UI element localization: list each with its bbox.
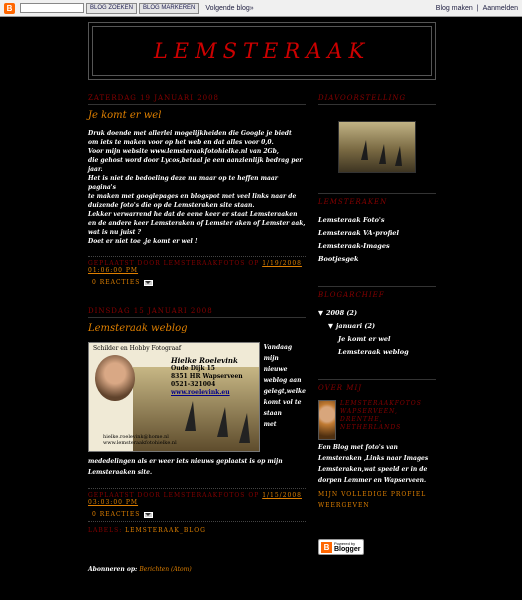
blog-title[interactable]: LEMSTERAAK bbox=[153, 39, 371, 63]
blog-header-inner bbox=[92, 26, 432, 76]
about-title: OVER MIJ bbox=[318, 384, 363, 392]
blogger-logo-icon[interactable]: B bbox=[4, 3, 15, 14]
expand-triangle-icon[interactable]: ▼ bbox=[328, 322, 333, 330]
comments-link[interactable]: 0 REACTIES bbox=[92, 511, 141, 518]
card-contact bbox=[171, 357, 243, 397]
archive-section bbox=[318, 286, 436, 359]
card-phone: 0521-321004 bbox=[171, 381, 216, 388]
email-post-icon[interactable] bbox=[144, 512, 153, 518]
comments-link[interactable]: 0 REACTIES bbox=[92, 279, 141, 286]
create-blog-link[interactable]: Blog maken bbox=[435, 4, 473, 12]
boat-shape bbox=[217, 407, 228, 437]
archive-title: BLOGARCHIEF bbox=[318, 291, 385, 299]
sign-in-link[interactable]: Aanmelden bbox=[482, 4, 518, 12]
card-email: hielke.roelevink@home.nl bbox=[103, 434, 169, 440]
sidebar bbox=[318, 94, 436, 555]
boat-shape bbox=[239, 413, 250, 443]
search-blog-button[interactable]: BLOG ZOEKEN bbox=[86, 3, 137, 14]
sidebar-link[interactable]: Lemsteraak-Images bbox=[318, 242, 390, 250]
mark-blog-button[interactable]: BLOG MARKEREN bbox=[139, 3, 199, 14]
email-post-icon[interactable] bbox=[144, 280, 153, 286]
boat-shape bbox=[185, 401, 196, 431]
links-title: LEMSTERAKEN bbox=[318, 198, 388, 206]
post-footer bbox=[88, 488, 306, 506]
expand-triangle-icon[interactable]: ▼ bbox=[318, 309, 323, 317]
blogger-logo-icon: B bbox=[321, 542, 332, 553]
labels-prefix: LABELS: bbox=[88, 527, 123, 534]
card-city: 8351 HR Wapserveen bbox=[171, 373, 243, 380]
archive-year[interactable]: ▼ 2008 (2) bbox=[318, 309, 358, 317]
powered-by-blogger-badge[interactable] bbox=[318, 539, 364, 555]
post-meta bbox=[88, 511, 306, 518]
label-link[interactable]: LEMSTERAAK_BLOG bbox=[125, 527, 206, 534]
sidebar-link[interactable]: Lemsteraak Foto's bbox=[318, 216, 385, 224]
business-card-image[interactable] bbox=[88, 342, 260, 452]
post-body-wrap bbox=[88, 342, 306, 452]
main-column bbox=[88, 94, 306, 573]
about-profile bbox=[318, 400, 436, 440]
card-site2: www.lemsteraakfotohielke.nl bbox=[103, 440, 177, 446]
boat-shape bbox=[379, 144, 386, 164]
atom-feed-link[interactable]: Berichten (Atom) bbox=[139, 566, 192, 573]
profile-description: Een Blog met foto's van Lemsteraken ,Links naar Images Lemsteraken,wat speeld er in de dorpen Lemmer en Wapserveen. bbox=[318, 444, 429, 484]
view-profile-link[interactable]: MIJN VOLLEDIGE PROFIEL WEERGEVEN bbox=[318, 491, 427, 509]
boat-shape bbox=[361, 140, 368, 160]
subscribe-prefix: Abonneren op: bbox=[88, 566, 138, 573]
post-author: GEPLAATST DOOR LEMSTERAAKFOTOS OP bbox=[88, 260, 260, 267]
links-section bbox=[318, 193, 436, 266]
slideshow-image[interactable] bbox=[338, 121, 416, 173]
card-site: www.roelevink.eu bbox=[171, 389, 230, 396]
card-name: Hielke Roelevink bbox=[171, 356, 238, 365]
post-body: Druk doende met allerlei mogelijkheiden die Google je biedt om iets te maken voor op het web en dat alles voor 0,0. Voor mijn website www.lemsteraakfotohielke.nl van 2Gb, die gehost word door Lycos,betaal je een aanzienlijk bedrag per jaar. Het is niet de bedoeling deze nu maar op te heffen maar pagina's te maken met googlepages en blogspot met veel links naar de duizende foto's die op de Lemsteraken site staan. Lekker verwarrend he dat de eene keer er staat Lemsteraaken en de andere keer Lemsteraken of Lemster aken of Lemster aak, wat is nu juist ? Doet er niet toe ,je komt er wel ! bbox=[88, 130, 306, 245]
post bbox=[88, 94, 306, 286]
post-footer bbox=[88, 256, 306, 274]
post-side-text: Vandaag mijn nieuwe weblog aan gelegt,welke komt vol te staan met bbox=[263, 344, 306, 428]
post bbox=[88, 307, 306, 534]
post-labels bbox=[88, 521, 306, 534]
post-date: ZATERDAG 19 JANUARI 2008 bbox=[88, 94, 306, 105]
card-top-label: Schilder en Hobby Fotograaf bbox=[93, 345, 182, 352]
post-meta bbox=[88, 279, 306, 286]
profile-name-link[interactable]: LEMSTERAAKFOTOS bbox=[340, 400, 422, 407]
about-info bbox=[340, 400, 436, 440]
profile-location: WAPSERVEEN, DRENTHE, NETHERLANDS bbox=[340, 408, 402, 431]
navbar-search-input[interactable] bbox=[20, 3, 84, 13]
about-section bbox=[318, 379, 436, 511]
portrait-photo bbox=[95, 355, 135, 401]
blog-header bbox=[88, 22, 436, 80]
navbar-account-links bbox=[436, 5, 518, 12]
archive-post-link[interactable]: Lemsteraak weblog bbox=[338, 348, 409, 356]
card-street: Oude Dijk 15 bbox=[171, 365, 215, 372]
archive-month[interactable]: ▼ januari (2) bbox=[328, 322, 376, 330]
post-author: GEPLAATST DOOR LEMSTERAAKFOTOS OP bbox=[88, 492, 260, 499]
profile-photo[interactable] bbox=[318, 400, 336, 440]
post-timestamp-link[interactable]: 1/19/2008 01:06:00 PM bbox=[88, 260, 302, 274]
sidebar-link[interactable]: Lemsteraak VA-profiel bbox=[318, 229, 399, 237]
post-timestamp-link[interactable]: 1/15/2008 03:03:00 PM bbox=[88, 492, 302, 506]
post-title[interactable]: Je komt er wel bbox=[88, 110, 162, 121]
navbar-separator: | bbox=[476, 4, 479, 12]
next-blog-link[interactable]: Volgende blog» bbox=[205, 4, 254, 12]
slideshow-title: DIAVOORSTELLING bbox=[318, 94, 436, 105]
blogger-navbar bbox=[0, 0, 522, 17]
post-title[interactable]: Lemsteraak weblog bbox=[88, 323, 188, 334]
sidebar-link[interactable]: Bootjesgek bbox=[318, 255, 359, 263]
post-body: mededelingen als er weer iets nieuws geplaatst is op mijn Lemsteraaken site. bbox=[88, 458, 283, 476]
card-bottom-text bbox=[103, 434, 177, 446]
post-date: DINSDAG 15 JANUARI 2008 bbox=[88, 307, 306, 318]
archive-post-link[interactable]: Je komt er wel bbox=[338, 335, 391, 343]
powered-by-text: Powered by Blogger bbox=[334, 541, 361, 553]
boat-shape bbox=[395, 146, 402, 166]
subscribe-line bbox=[88, 566, 306, 573]
